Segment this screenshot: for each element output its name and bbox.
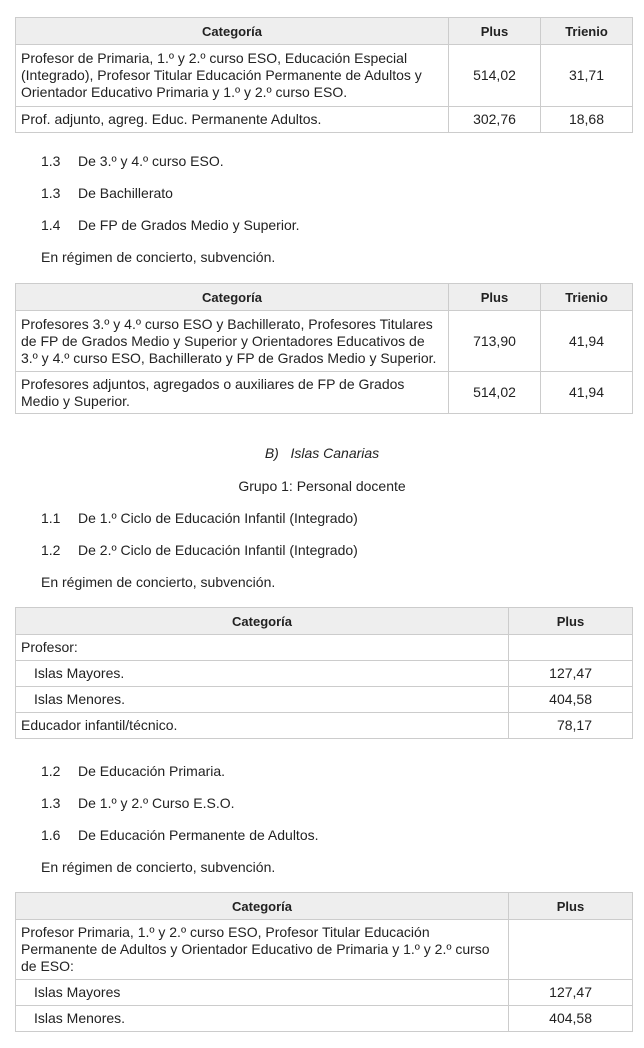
section-heading: B) Islas Canarias	[264, 445, 380, 461]
cell-plus	[509, 920, 633, 980]
table-row	[16, 311, 633, 372]
list-item	[41, 826, 319, 844]
cell-categoria: Profesor:	[16, 635, 509, 661]
item-number: 1.1	[41, 510, 61, 526]
cell-categoria: Prof. adjunto, agreg. Educ. Permanente Adultos.	[16, 107, 449, 133]
table-row	[16, 687, 633, 713]
table-row	[16, 45, 633, 107]
item-label: De 2.º Ciclo de Educación Infantil (Integrado)	[78, 542, 358, 558]
cell-categoria: Islas Menores.	[16, 687, 509, 713]
item-label: De Educación Primaria.	[78, 763, 226, 779]
item-number: 1.3	[41, 153, 61, 169]
item-number: 1.3	[41, 185, 61, 201]
item-number: 1.4	[41, 217, 61, 233]
cell-categoria: Islas Mayores.	[16, 661, 509, 687]
cell-plus: 514,02	[449, 372, 541, 414]
table-row	[16, 713, 633, 739]
cell-trienio: 31,71	[541, 45, 633, 107]
header-categoria: Categoría	[16, 608, 509, 635]
item-label: De FP de Grados Medio y Superior.	[78, 217, 300, 233]
list-item	[41, 184, 173, 202]
cell-plus: 127,47	[509, 980, 633, 1006]
item-label: De Educación Permanente de Adultos.	[78, 827, 319, 843]
group-heading: Grupo 1: Personal docente	[238, 478, 406, 494]
cell-trienio: 18,68	[541, 107, 633, 133]
header-plus: Plus	[509, 608, 633, 635]
header-plus: Plus	[449, 18, 541, 45]
table-2	[15, 283, 633, 414]
header-plus: Plus	[449, 284, 541, 311]
list-item	[41, 152, 224, 170]
header-categoria: Categoría	[16, 18, 449, 45]
table-3	[15, 607, 633, 739]
item-label: De Bachillerato	[78, 185, 173, 201]
item-number: 1.2	[41, 763, 61, 779]
regime-note: En régimen de concierto, subvención.	[41, 574, 276, 590]
table-row	[16, 635, 633, 661]
item-number: 1.6	[41, 827, 61, 843]
item-label: De 1.º Ciclo de Educación Infantil (Integrado)	[78, 510, 358, 526]
table-row	[16, 107, 633, 133]
cell-plus: 514,02	[449, 45, 541, 107]
cell-plus: 127,47	[509, 661, 633, 687]
table-1	[15, 17, 633, 133]
cell-categoria: Islas Mayores	[16, 980, 509, 1006]
table-row	[16, 1006, 633, 1032]
header-categoria: Categoría	[16, 284, 449, 311]
list-item	[41, 762, 225, 780]
cell-plus: 404,58	[509, 687, 633, 713]
cell-plus: 302,76	[449, 107, 541, 133]
cell-trienio: 41,94	[541, 311, 633, 372]
header-plus: Plus	[509, 893, 633, 920]
regime-note: En régimen de concierto, subvención.	[41, 859, 276, 875]
regime-note: En régimen de concierto, subvención.	[41, 249, 276, 265]
header-trienio: Trienio	[541, 18, 633, 45]
table-row	[16, 661, 633, 687]
cell-categoria: Profesores adjuntos, agregados o auxiliares de FP de Grados Medio y Superior.	[16, 372, 449, 414]
cell-plus: 78,17	[509, 713, 633, 739]
cell-plus: 713,90	[449, 311, 541, 372]
cell-plus	[509, 635, 633, 661]
item-label: De 1.º y 2.º Curso E.S.O.	[78, 795, 235, 811]
cell-categoria: Islas Menores.	[16, 1006, 509, 1032]
item-number: 1.3	[41, 795, 61, 811]
list-item	[41, 794, 235, 812]
list-item	[41, 509, 358, 527]
item-number: 1.2	[41, 542, 61, 558]
cell-categoria: Educador infantil/técnico.	[16, 713, 509, 739]
table-row	[16, 920, 633, 980]
cell-categoria: Profesor Primaria, 1.º y 2.º curso ESO, Profesor Titular Educación Permanente de Adultos y Orientador Educativo de Primaria y 1.º y 2.º curso de ESO:	[16, 920, 509, 980]
cell-trienio: 41,94	[541, 372, 633, 414]
cell-categoria: Profesor de Primaria, 1.º y 2.º curso ESO, Educación Especial (Integrado), Profesor Titular Educación Permanente de Adultos y Orientador Educativo Primaria y 1.º y 2.º curso ESO.	[16, 45, 449, 107]
table-4	[15, 892, 633, 1032]
table-row	[16, 980, 633, 1006]
header-trienio: Trienio	[541, 284, 633, 311]
table-row	[16, 372, 633, 414]
header-categoria: Categoría	[16, 893, 509, 920]
list-item	[41, 216, 300, 234]
list-item	[41, 541, 358, 559]
cell-categoria: Profesores 3.º y 4.º curso ESO y Bachillerato, Profesores Titulares de FP de Grados Medio y Superior y Orientadores Educativos de 3.º y 4.º curso ESO, Bachillerato y FP de Grados Medio y Superior.	[16, 311, 449, 372]
item-label: De 3.º y 4.º curso ESO.	[78, 153, 224, 169]
cell-plus: 404,58	[509, 1006, 633, 1032]
